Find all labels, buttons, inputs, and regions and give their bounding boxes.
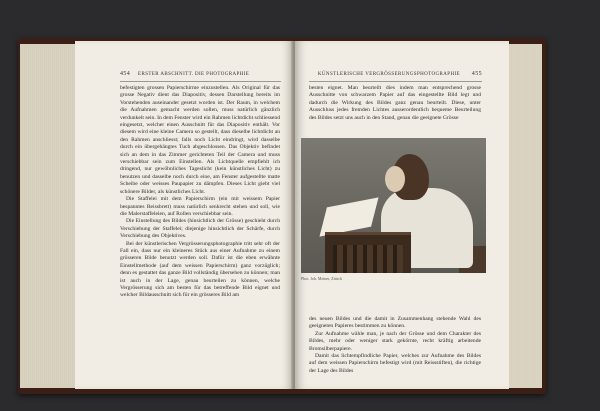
left-header-title: ERSTER ABSCHNITT. DIE PHOTOGRAPHIE	[138, 72, 250, 77]
right-body-text-top	[309, 85, 481, 122]
paragraph: Die Staffelei mit dem Papierschirm (ein mit weissem Papier bespanntes Reissbrett) muss natürlich senkrecht stehen und soll, wie die Malerstaffeleien, auf Rollen verschiebbar sein.	[120, 196, 280, 217]
paragraph: besten eignet. Man beurteilt dies indem man entsprechend grosse Ausschnitte von schwarzem Papier auf das eingestellte Bild legt und dadurch die Wirkung des Bildes ganz genau beurteilt. Diese, unter Ausschluss jedes fremden Lichtes ausserordentlich bequeme Beurteilung des Bildes setzt uns auch in den Stand, genau die geeignete Grösse	[309, 85, 481, 121]
right-header-rule	[309, 81, 482, 82]
left-page-number: 454	[120, 71, 131, 77]
right-page-number: 455	[471, 71, 482, 77]
right-page	[295, 41, 509, 389]
paragraph: befestigten grossen Papierschirme einzustellen. Als Original für das grosse Negativ dient das Diapositiv, dessen Darstellung bereits im Vorstehenden auseinander gesetzt worden ist. Der Raum, in welchem die Aufnahmen gemacht werden sollen, muss natürlich gänzlich verdunkelt sein. In dem Fenster wird ein Rahmen lichtdicht schliessend eingesetzt, welcher einen Ausschnitt für das Diapositiv enthält. Vor diesem wird eine kleine Camera so gestellt, dass dieselbe lichtdicht an den Rahmen anschliesst; falls noch Licht eindringt, wird dasselbe durch ein übergehängtes Tuch abgeschlossen. Das Objektiv befindet sich an dem in das Zimmer gerichteten Teil der Camera und muss verschiebbar sein zum Einstellen. Als Lichtquelle empfiehlt ich dringend, nur gewöhnliches Tageslicht (kein künstliches Licht) zu benutzen und dasselbe noch durch eine, am Fenster aufgestellte matte Scheibe oder weisses Paupapier zu dämpfen. Dieses Licht giebt viel schönere Bilder, als künstliches Licht.	[120, 85, 281, 195]
photo-chair	[325, 232, 411, 273]
paragraph: Bei der künstlerischen Vergrösserungsphotographie tritt sehr oft der Fall ein, dass nur ein kleineres Stück aus einer Aufnahme zu einem grösseren Bilde benutzt werden soll. Dafür ist die eben erwähnte Einstellmethode (auf dem weissen Papierschirm) ganz vorzüglich; denn es gestattet das ganze Bild vollständig übersehen zu können; man ist auch in der Lage, genau beurteilen zu können, welche Vergrösserung sich am besten für das betreffende Bild eignet und welcher Bildausschnitt sich für ein grösseres Bild am	[120, 240, 280, 299]
page-edges-left	[20, 44, 80, 388]
right-header-title: KÜNSTLERISCHE VERGRÖSSERUNGSPHOTOGRAPHIE	[317, 72, 460, 77]
page-edges-right	[505, 44, 542, 388]
right-body-text-bottom	[309, 316, 481, 375]
photo-caption: Phot. Joh. Meiner, Zürich	[301, 276, 342, 281]
left-page	[75, 41, 293, 389]
paragraph: des neuen Bildes und die damit in Zusammenhang stehende Wahl des geeigneten Papieres bestimmen zu können.	[309, 316, 481, 330]
paragraph: Damit das lichtempfindliche Papier, welches zur Aufnahme des Bildes auf dem weissen Papierschirm befestigt wird (mit Reissstiften), die richtige der Lage des Bildes	[309, 353, 481, 374]
left-body-text	[120, 85, 280, 300]
paragraph: Die Einstellung des Bildes (hinsichtlich der Grösse) geschieht durch Verschiebung der Staffelei; diejenige hinsichtlich der Schärfe, durch Verschiebung des Objektives.	[120, 218, 280, 240]
photograph-girl-reading	[301, 138, 486, 273]
paragraph: Zur Aufnahme wähle man, je nach der Grösse und dem Charakter des Bildes, mehr oder weniger stark gekörnte, recht kräftig arbeitende Bromsilberpapiere.	[309, 330, 481, 352]
photo-face	[385, 166, 405, 192]
left-header-rule	[120, 81, 281, 82]
